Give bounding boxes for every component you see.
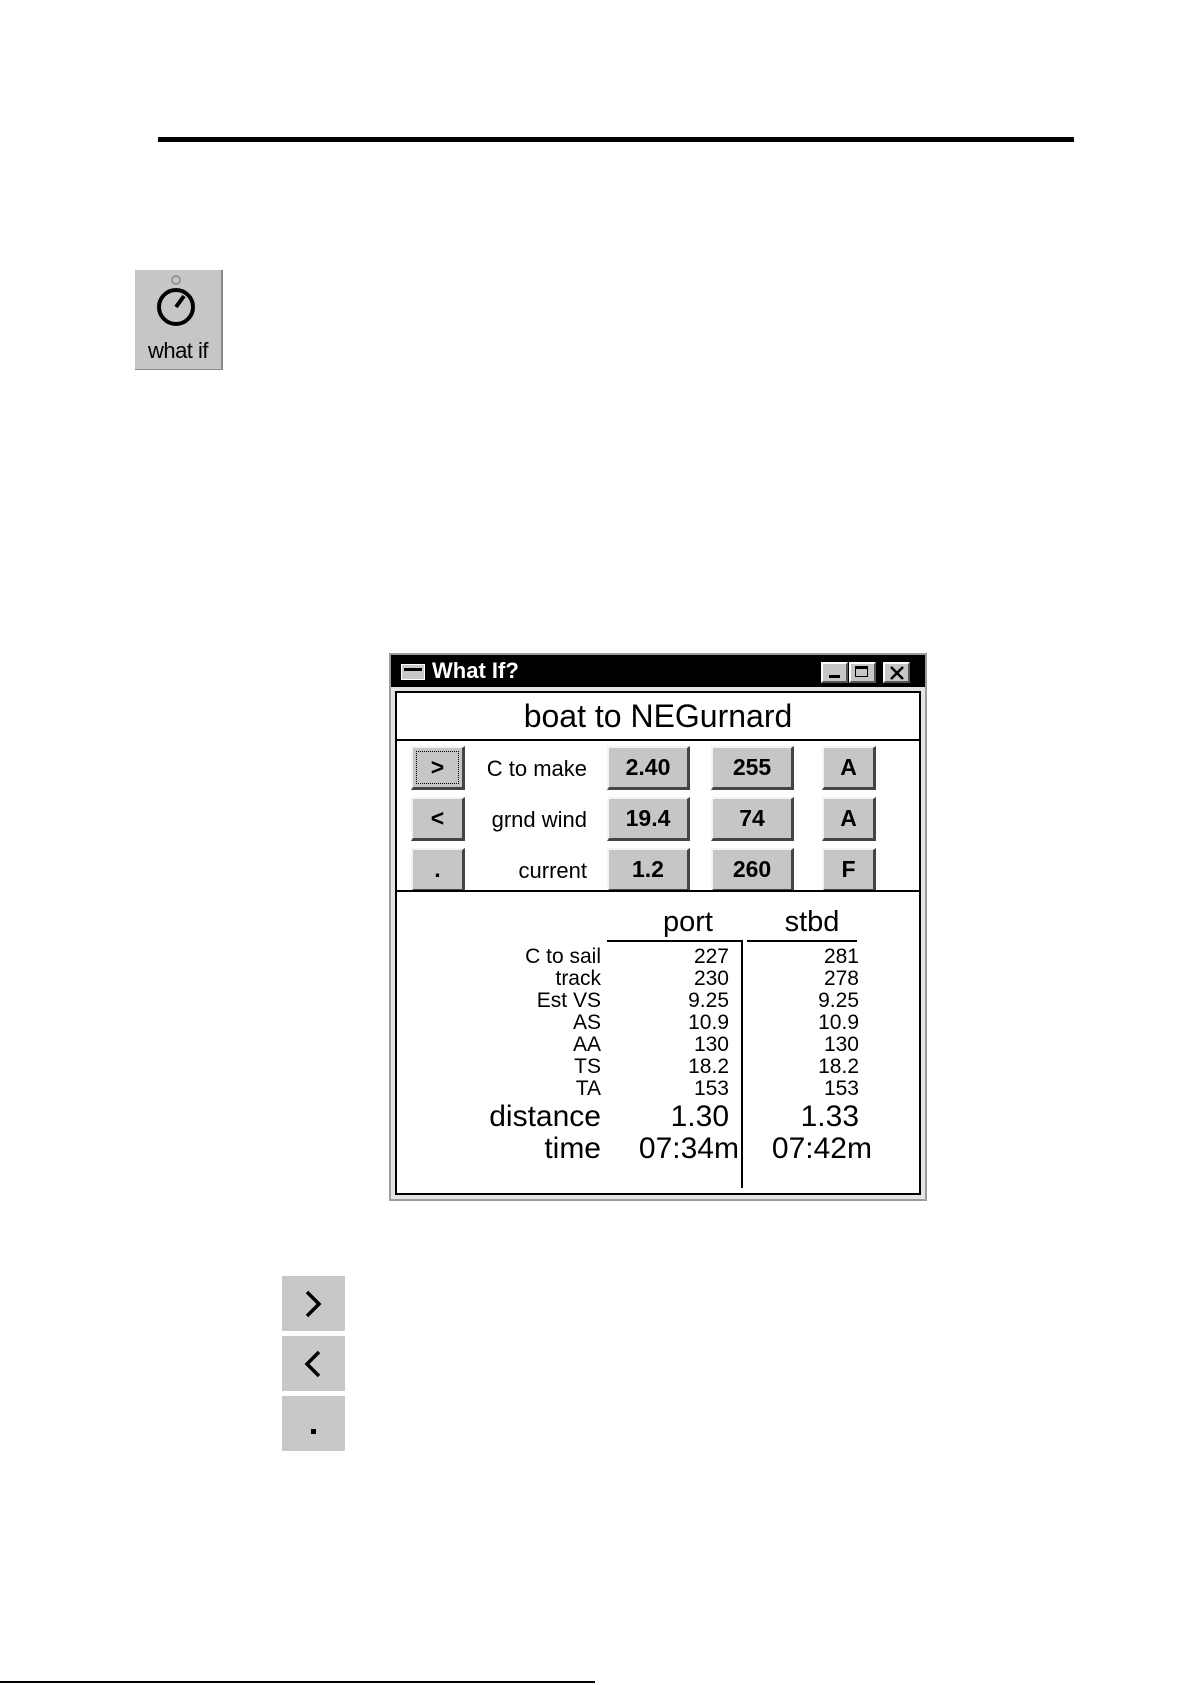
what-if-window [389,653,927,1201]
c-to-sail-port: 227 [693,945,729,968]
aa-port: 130 [693,1033,729,1056]
section-divider [397,890,919,892]
grnd-wind-value-button[interactable]: 19.4 [607,797,690,841]
system-menu-icon[interactable] [401,664,425,680]
port-column-header: port [663,906,713,938]
next-button[interactable]: > [411,746,465,790]
track-label: track [555,967,601,990]
ta-label: TA [575,1077,601,1100]
stbd-header-underline [747,940,857,942]
close-button[interactable] [883,662,910,683]
distance-port: 1.30 [670,1100,729,1133]
distance-label: distance [489,1100,601,1133]
c-to-make-value-button[interactable]: 2.40 [607,746,690,790]
track-port: 230 [693,967,729,990]
next-legend-button [282,1276,345,1331]
c-to-sail-label: C to sail [525,945,601,968]
as-label: AS [572,1011,601,1034]
current-label: current [518,858,587,883]
route-header: boat to NEGurnard [397,693,919,741]
est-vs-port: 9.25 [688,989,729,1012]
time-stbd: 07:42m [771,1132,872,1165]
c-to-make-mode-button[interactable]: A [822,746,876,790]
close-icon [889,666,905,680]
est-vs-stbd: 9.25 [818,989,859,1012]
footer-rule [0,1681,595,1683]
ta-stbd: 153 [823,1077,859,1100]
grnd-wind-direction-button[interactable]: 74 [711,797,794,841]
ts-label: TS [574,1055,601,1078]
ts-stbd: 18.2 [818,1055,859,1078]
grnd-wind-label: grnd wind [491,807,587,832]
c-to-make-label: C to make [486,756,587,781]
previous-legend-button [282,1336,345,1391]
ts-port: 18.2 [688,1055,729,1078]
current-mode-button[interactable]: F [822,848,876,892]
current-direction-button[interactable]: 260 [711,848,794,892]
chevron-right-icon [282,1276,345,1331]
dot-button[interactable]: . [411,848,465,892]
previous-button[interactable]: < [411,797,465,841]
what-if-label: what if [147,338,209,363]
window-client [395,691,921,1195]
aa-label: AA [572,1033,601,1056]
est-vs-label: Est VS [536,989,601,1012]
top-rule [158,137,1074,142]
title-bar[interactable] [391,655,925,687]
c-to-sail-stbd: 281 [823,945,859,968]
dot-icon [282,1396,345,1451]
as-stbd: 10.9 [818,1011,859,1034]
stbd-column-header: stbd [784,906,840,938]
time-label: time [544,1132,601,1165]
dial-icon [135,270,223,340]
as-port: 10.9 [688,1011,729,1034]
current-value-button[interactable]: 1.2 [607,848,690,892]
ta-port: 153 [693,1077,729,1100]
minimize-button[interactable] [821,662,848,683]
grnd-wind-mode-button[interactable]: A [822,797,876,841]
time-port: 07:34m [638,1132,739,1165]
aa-stbd: 130 [823,1033,859,1056]
track-stbd: 278 [823,967,859,990]
distance-stbd: 1.33 [800,1100,859,1133]
port-header-underline [607,940,742,942]
what-if-tool-button[interactable] [135,270,223,370]
chevron-left-icon [282,1336,345,1391]
dot-legend-button [282,1396,345,1451]
window-title: What If? [432,658,519,683]
maximize-button[interactable] [849,662,876,683]
c-to-make-direction-button[interactable]: 255 [711,746,794,790]
